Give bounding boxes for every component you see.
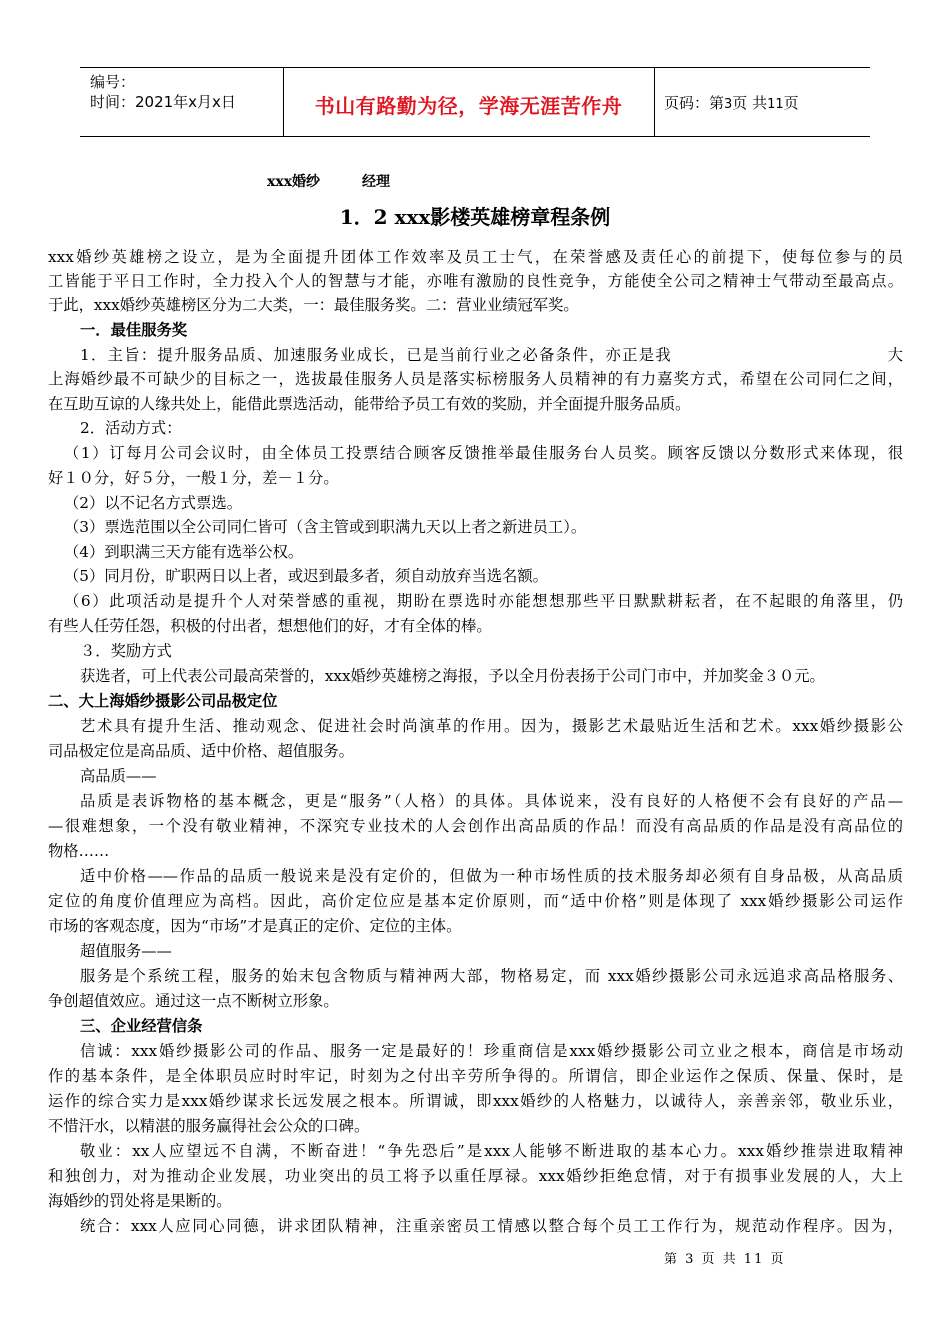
page-suffix: 页: [783, 94, 799, 112]
header-divider: [654, 68, 655, 136]
body-line: 艺术具有提升生活、推动观念、促进社会时尚演革的作用。因为，摄影艺术最贴近生活和艺术。xxx婚纱摄影公: [80, 717, 903, 735]
body-line: 统合：xxx人应同心同德，讲求团队精神，注重亲密员工情感以整合每个员工工作行为，规范动作程序。因为，: [80, 1217, 903, 1235]
body-line: 争创超值效应。通过这一点不断树立形象。: [48, 992, 339, 1010]
page-mid: 页 共: [732, 94, 768, 112]
body-line: ３．奖励方式: [80, 642, 172, 660]
signature-line: xxx婚纱 经理: [267, 174, 391, 190]
body-line: 物格……: [48, 842, 110, 860]
header-meta: [90, 72, 236, 112]
body-line: 作的基本条件，是全体职员应时时牢记，时刻为之付出辛劳所争得的。所谓信，即企业运作之保质、保量、保时，是: [48, 1067, 903, 1085]
page-title: 1．2 xxx影楼英雄榜章程条例: [339, 205, 611, 229]
body-line: 超值服务——: [80, 942, 172, 960]
body-line: （4）到职满三天方能有选举公权。: [64, 543, 304, 561]
section-heading: 一．最佳服务奖: [80, 321, 188, 339]
body-line: 于此，xxx婚纱英雄榜区分为二大类，一：最佳服务奖。二：营业业绩冠军奖。: [48, 296, 579, 314]
header-motto: 书山有路勤为径，学海无涯苦作舟: [314, 94, 623, 118]
body-line: 在互助互谅的人缘共处上，能借此票选活动，能带给予员工有效的奖励，并全面提升服务品质。: [48, 395, 691, 413]
body-line: —很难想象，一个没有敬业精神，不深究专业技术的人会创作出高品质的作品！而没有高品质的作品是没有高品位的: [48, 817, 903, 835]
body-line: 不惜汗水，以精湛的服务赢得社会公众的口碑。: [48, 1117, 370, 1135]
page-total: 11: [767, 97, 784, 112]
header-page-number: [664, 92, 799, 113]
body-line: 1．主旨：提升服务品质、加速服务业成长，已是当前行业之必备条件，亦正是我 大: [80, 346, 903, 364]
section-heading: 三、企业经营信条: [80, 1017, 203, 1035]
doc-number-label: 编号：: [90, 73, 136, 91]
body-line: 司品极定位是高品质、适中价格、超值服务。: [48, 742, 354, 760]
body-line: 高品质——: [80, 767, 157, 785]
body-line: 品质是表诉物格的基本概念，更是“服务”（人格）的具体。具体说来，没有良好的人格便不会有良好的产品—: [80, 792, 903, 810]
body-line: 2．活动方式：: [80, 419, 182, 437]
body-line: 市场的客观态度，因为“市场”才是真正的定价、定位的主体。: [48, 917, 462, 935]
body-line: （1）订每月公司会议时，由全体员工投票结合顾客反馈推举最佳服务台人员奖。顾客反馈以分数形式来体现，很: [64, 444, 903, 462]
body-line: 获选者，可上代表公司最高荣誉的，xxx婚纱英雄榜之海报，予以全月份表扬于公司门市中，并加奖金３０元。: [80, 667, 825, 685]
section-heading: 二、大上海婚纱摄影公司品极定位: [48, 692, 278, 710]
body-line: 和独创力，对为推动企业发展，功业突出的员工将予以重任厚禄。xxx婚纱拒绝怠情，对于有损事业发展的人，大上: [48, 1167, 903, 1185]
body-line: 运作的综合实力是xxx婚纱谋求长远发展之根本。所谓诚，即xxx婚纱的人格魅力，以诚待人，亲善亲邻，敬业乐业，: [48, 1092, 903, 1110]
body-line: 敬业：xx人应望远不自满，不断奋进！“争先恐后”是xxx人能够不断进取的基本心力。xxx婚纱推崇进取精神: [80, 1142, 903, 1160]
body-line: 海婚纱的罚处将是果断的。: [48, 1192, 232, 1210]
page-prefix: 页码：第: [664, 94, 725, 112]
body-line: （2）以不记名方式票选。: [64, 494, 242, 512]
body-line: 上海婚纱最不可缺少的目标之一，选拔最佳服务人员是落实标榜服务人员精神的有力嘉奖方式，希望在公司同仁之间，: [48, 370, 903, 388]
body-line: 服务是个系统工程，服务的始末包含物质与精神两大部，物格易定，而 xxx婚纱摄影公司永远追求高品格服务、: [80, 967, 903, 985]
body-line: （3）票选范围以全公司同仁皆可（含主管或到职满九天以上者之新进员工）。: [64, 518, 587, 536]
time-label: 时间：2021年x月x日: [90, 93, 236, 111]
body-line: 好１０分，好５分，一般１分，差－１分。: [48, 469, 339, 487]
body-line: 有些人任劳任怨，积极的付出者，想想他们的好，才有全体的棒。: [48, 617, 492, 635]
page-current: 3: [724, 97, 733, 112]
body-line: 定位的角度价值理应为高档。因此，高价定位应是基本定价原则，而“适中价格”则是体现了 xxx婚纱摄影公司运作: [48, 892, 903, 910]
body-line: 适中价格——作品的品质一般说来是没有定价的，但做为一种市场性质的技术服务却必须有自身品极，从高品质: [80, 867, 903, 885]
page-footer: 第 3 页 共 11 页: [664, 1252, 786, 1267]
body-line: 信诚：xxx婚纱摄影公司的作品、服务一定是最好的！珍重商信是xxx婚纱摄影公司立业之根本，商信是市场动: [80, 1042, 903, 1060]
body-line: （5）同月份，旷职两日以上者，或迟到最多者，须自动放弃当选名额。: [64, 567, 548, 585]
body-line: （6）此项活动是提升个人对荣誉感的重视，期盼在票选时亦能想想那些平日默默耕耘者，在不起眼的角落里，仍: [64, 592, 903, 610]
page-header: [80, 67, 870, 137]
body-line: 工皆能于平日工作时，全力投入个人的智慧与才能，亦唯有激励的良性竞争，方能使全公司之精神士气带动至最高点。: [48, 272, 903, 290]
body-line: xxx婚纱英雄榜之设立，是为全面提升团体工作效率及员工士气，在荣誉感及责任心的前提下，使每位参与的员: [48, 248, 903, 266]
